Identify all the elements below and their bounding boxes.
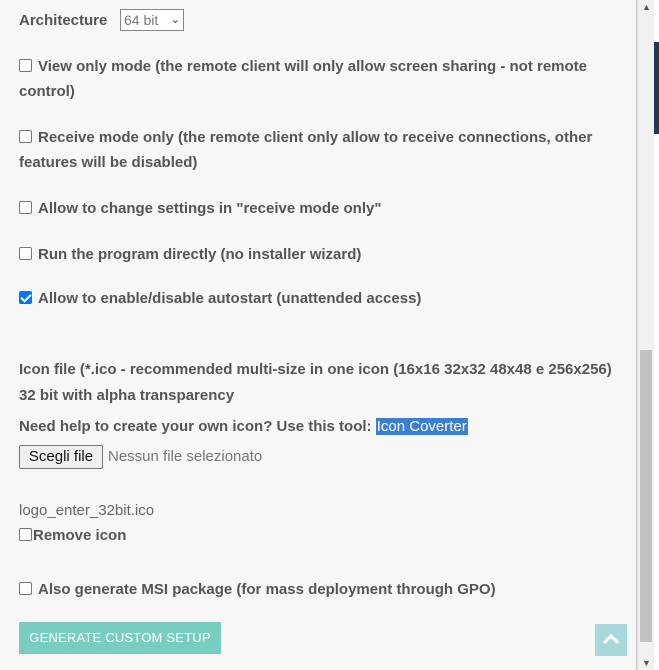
icon-converter-link[interactable]: Icon Coverter bbox=[376, 418, 467, 435]
change-settings-label: Allow to change settings in "receive mode only" bbox=[38, 200, 382, 217]
change-settings-option[interactable] bbox=[19, 196, 619, 221]
vertical-scrollbar[interactable] bbox=[637, 0, 654, 670]
scroll-to-top-button[interactable] bbox=[595, 624, 627, 656]
view-only-checkbox[interactable] bbox=[19, 59, 32, 72]
run-directly-label: Run the program directly (no installer wizard) bbox=[38, 246, 362, 263]
remove-icon-checkbox[interactable] bbox=[19, 528, 32, 541]
architecture-select-value: 64 bit bbox=[124, 12, 159, 28]
scroll-down-arrow-icon[interactable]: ▼ bbox=[642, 658, 651, 668]
receive-only-option[interactable] bbox=[19, 125, 619, 175]
scroll-up-arrow-icon[interactable]: ▲ bbox=[642, 2, 651, 12]
receive-only-checkbox[interactable] bbox=[19, 130, 32, 143]
background-header-band bbox=[654, 42, 659, 134]
msi-checkbox[interactable] bbox=[19, 582, 32, 595]
change-settings-checkbox[interactable] bbox=[19, 201, 32, 214]
chevron-up-icon bbox=[602, 633, 620, 645]
icon-help-line bbox=[19, 414, 624, 440]
no-file-selected-text: Nessun file selezionato bbox=[108, 448, 263, 465]
view-only-option[interactable] bbox=[19, 54, 619, 104]
choose-file-button[interactable]: Scegli file bbox=[19, 445, 103, 469]
scrollbar-thumb[interactable] bbox=[640, 350, 652, 642]
receive-only-label: Receive mode only (the remote client only allow to receive connections, other features will be disabled) bbox=[19, 129, 593, 171]
msi-label: Also generate MSI package (for mass deployment through GPO) bbox=[38, 581, 496, 598]
icon-help-text: Need help to create your own icon? Use this tool: bbox=[19, 418, 372, 435]
current-icon-filename: logo_enter_32bit.ico bbox=[19, 502, 155, 519]
architecture-select[interactable] bbox=[120, 9, 184, 31]
run-directly-checkbox[interactable] bbox=[19, 247, 32, 260]
remove-icon-option[interactable] bbox=[19, 527, 126, 544]
chevron-down-icon: ⌄ bbox=[170, 14, 180, 26]
remove-icon-label: Remove icon bbox=[33, 527, 127, 544]
msi-option[interactable] bbox=[19, 577, 619, 602]
icon-file-description: Icon file (*.ico - recommended multi-size in one icon (16x16 32x32 48x48 e 256x256) 32 bit with alpha transparency bbox=[19, 361, 612, 404]
autostart-checkbox[interactable] bbox=[19, 291, 32, 304]
run-directly-option[interactable] bbox=[19, 242, 619, 267]
autostart-option[interactable] bbox=[19, 286, 619, 311]
autostart-label: Allow to enable/disable autostart (unattended access) bbox=[38, 290, 422, 307]
view-only-label: View only mode (the remote client will only allow screen sharing - not remote control) bbox=[19, 58, 588, 100]
background-page-edge bbox=[654, 0, 659, 670]
generate-custom-setup-button[interactable]: GENERATE CUSTOM SETUP bbox=[19, 622, 221, 654]
architecture-label: Architecture bbox=[19, 12, 108, 29]
